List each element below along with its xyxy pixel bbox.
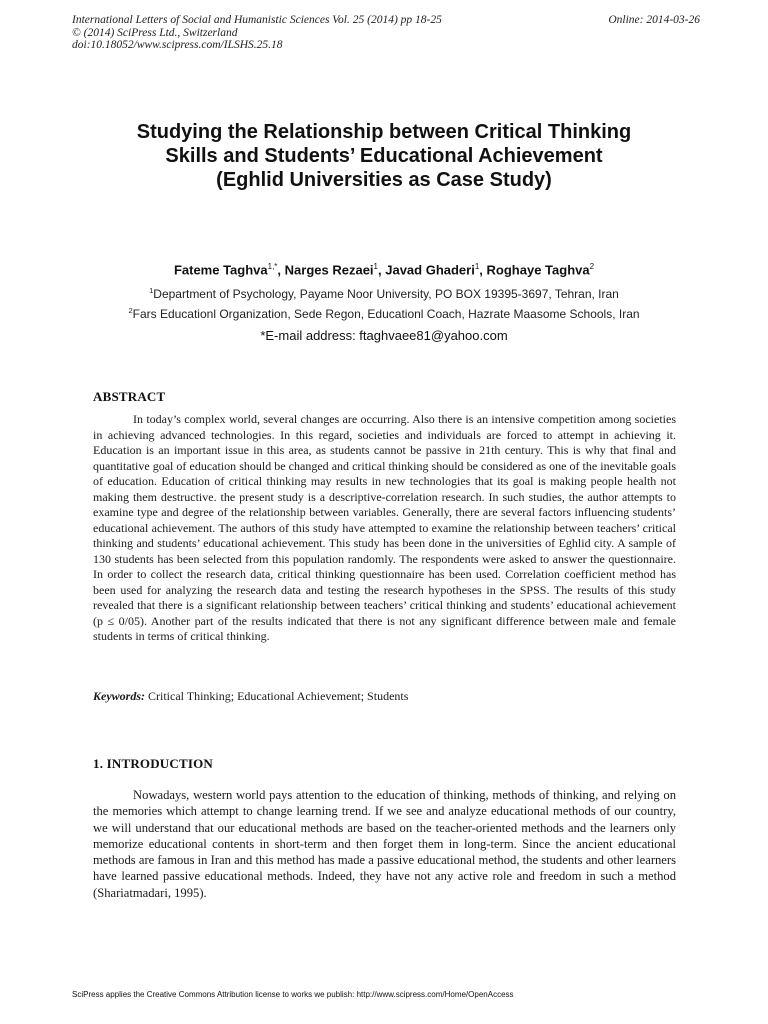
keywords-text: Critical Thinking; Educational Achievement; Students — [145, 689, 409, 703]
affiliation-text: Fars Educationl Organization, Sede Regon, Educationl Coach, Hazrate Maasome Schools, Iran — [132, 307, 640, 321]
journal-citation: International Letters of Social and Humanistic Sciences Vol. 25 (2014) pp 18-25 — [72, 14, 442, 26]
author-name: Roghaye Taghva — [486, 262, 590, 278]
title-line-1: Studying the Relationship between Critical Thinking — [136, 121, 632, 143]
affiliation-mark: 2 — [128, 306, 133, 315]
author-affiliation-mark: 1 — [474, 262, 480, 271]
abstract-heading: ABSTRACT — [93, 389, 166, 404]
doi-line[interactable]: doi:10.18052/www.scipress.com/ILSHS.25.18 — [72, 39, 283, 51]
online-date: Online: 2014-03-26 — [608, 14, 700, 26]
author-affiliation-mark: 1,* — [267, 262, 278, 271]
title-line-3: (Eghlid Universities as Case Study) — [216, 169, 552, 191]
title-line-2: Skills and Students’ Educational Achievement — [165, 145, 603, 167]
affiliation-text: Department of Psychology, Payame Noor University, PO BOX 19395-3697, Tehran, Iran — [153, 287, 619, 301]
author-name: Javad Ghaderi — [385, 262, 475, 278]
keywords-label: Keywords: — [93, 689, 145, 703]
copyright-line: © (2014) SciPress Ltd., Switzerland — [72, 26, 238, 39]
author-list: Fateme Taghva$^{1,*}$, Narges Rezaei$^1$, Javad Ghaderi$^1$, Roghaye Taghva$^2$ — [173, 262, 595, 278]
introduction-body: Nowadays, western world pays attention to the education of thinking, methods of thinking, and relying on the memories which attempt to change learning trend. If we see and analyze educational methods of our country, we will understand that our educational methods are based on the teacher-oriented methods and the learners only memorize educational contents in short-term and then forget them in long-term. Since the ancient educational methods are famous in Iran and this method has made a passive educational method, the students and other learners have learned passive educational methods. Indeed, they have not any active role and freedom in such a method (Shariatmadari, 1995). — [93, 788, 676, 900]
paper-title — [60, 120, 708, 192]
author-affiliation-mark: 1 — [373, 262, 378, 271]
abstract-body: In today’s complex world, several changes are occurring. Also there is an intensive competition among societies in achieving advanced technologies. In this regard, societies and individuals are forced to attempt in achieving it. Education is an important issue in this area, as students cannot be passive in 21th century. This is why that final and quantitative goal of education should be changed and critical thinking should be considered as one of the inevitable goals of education. Education of critical thinking may results in new technologies that its goal is making people health not making them destructive. the present study is a descriptive-correlation research. In such studies, the author attempts to examine type and degree of the relationship between variables. Generally, there are several factors influencing students’ educational achievement. The authors of this study have attempted to examine the relationship between teachers’ critical thinking and students’ educational achievement. This study has been done in the universities of Eghlid city. A sample of 130 students has been selected from this population randomly. The respondents were asked to answer the questionnaire. In order to collect the research data, critical thinking questionnaire has been used. Correlation coefficient method has been used for analyzing the research data and testing the research hypotheses in the SPSS. The results of this study revealed that there is a significant relationship between teachers’ critical thinking and students’ educational achievement (p ≤ 0/05). Another part of the results indicated that there is not any significant difference between male and female students in terms of critical thinking. — [93, 412, 676, 643]
keywords-line — [93, 689, 676, 704]
affiliation-1 — [60, 286, 708, 301]
corresponding-email: *E-mail address: ftaghvaee81@yahoo.com — [260, 328, 508, 343]
author-affiliation-mark: 2 — [589, 262, 595, 271]
author-name: Narges Rezaei — [284, 262, 374, 278]
affiliation-mark: 1 — [149, 286, 154, 295]
journal-header — [72, 14, 700, 52]
author-name: Fateme Taghva — [173, 262, 268, 278]
license-footer: SciPress applies the Creative Commons Attribution license to works we publish: http://www.scipress.com/Home/OpenAccess — [72, 990, 514, 999]
affiliation-2 — [60, 306, 708, 321]
introduction-heading: 1. INTRODUCTION — [93, 756, 214, 771]
